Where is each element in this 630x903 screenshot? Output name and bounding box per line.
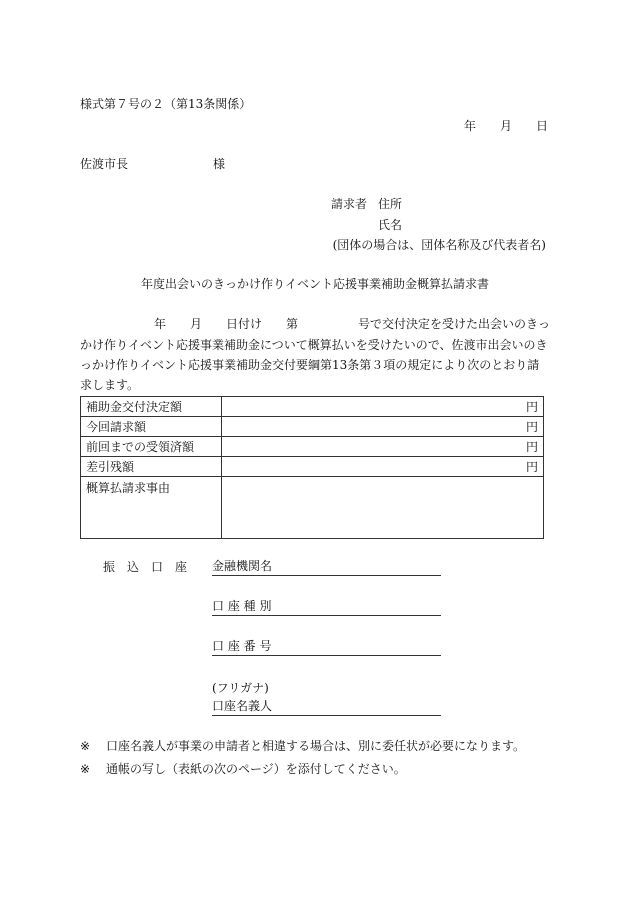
row-label-current-request: 今回請求額 [81,417,222,437]
account-holder-field[interactable] [212,700,441,716]
row-label-decided-amount: 補助金交付決定額 [81,397,222,417]
row-value-remaining-balance[interactable]: 円 [222,457,544,477]
note-text-2: 通帳の写し（表紙の次のページ）を添付してください。 [106,762,406,776]
account-holder-label: 口座名義人 [212,699,273,713]
account-number-field[interactable] [212,640,441,656]
body-line-2: かけ作りイベント応援事業補助金について概算払いを受けたいので、佐渡市出会いのき [80,338,548,352]
row-value-request-reason[interactable] [222,477,544,539]
row-value-current-request[interactable]: 円 [222,417,544,437]
addressee-honorific: 様 [213,157,226,171]
note-mark-2: ※ [80,762,91,776]
form-number: 様式第７号の２（第13条関係） [80,97,252,111]
row-label-remaining-balance: 差引残額 [81,457,222,477]
claimant-note: (団体の場合は、団体名称及び代表者名) [332,238,546,252]
claimant-address-label: 住所 [378,197,403,211]
table-row [81,437,544,457]
claimant-label: 請求者 [331,197,368,211]
row-label-previously-received: 前回までの受領済額 [81,437,222,457]
note-mark-1: ※ [80,739,91,753]
table-row [81,397,544,417]
body-line-4: 求します。 [80,378,140,392]
claimant-name-label: 氏名 [378,218,403,232]
furigana-label: (フリガナ) [212,681,269,695]
table-row [81,417,544,437]
body-line-1: 年 月 日付け 第 号で交付決定を受けた出会いのきっ [153,317,550,331]
document-title: 年度出会いのきっかけ作りイベント応援事業補助金概算払請求書 [140,277,489,291]
row-value-decided-amount[interactable]: 円 [222,397,544,417]
note-text-1: 口座名義人が事業の申請者と相違する場合は、別に委任状が必要になります。 [106,739,526,753]
body-line-3: っかけ作りイベント応援事業補助金交付要綱第13条第３項の規定により次のとおり請 [80,358,540,372]
addressee-name: 佐渡市長 [80,157,129,171]
row-value-previously-received[interactable]: 円 [222,437,544,457]
amount-table [80,396,544,539]
bank-institution-field[interactable] [212,560,441,576]
table-row [81,457,544,477]
bank-section-label: 振 込 口 座 [103,560,188,574]
bank-institution-label: 金融機関名 [212,559,273,573]
date-line: 年 月 日 [463,119,548,133]
account-type-label: 口 座 種 別 [212,599,272,613]
account-type-field[interactable] [212,600,441,616]
table-row [81,477,544,539]
account-number-label: 口 座 番 号 [212,639,272,653]
row-label-request-reason: 概算払請求事由 [81,477,222,539]
